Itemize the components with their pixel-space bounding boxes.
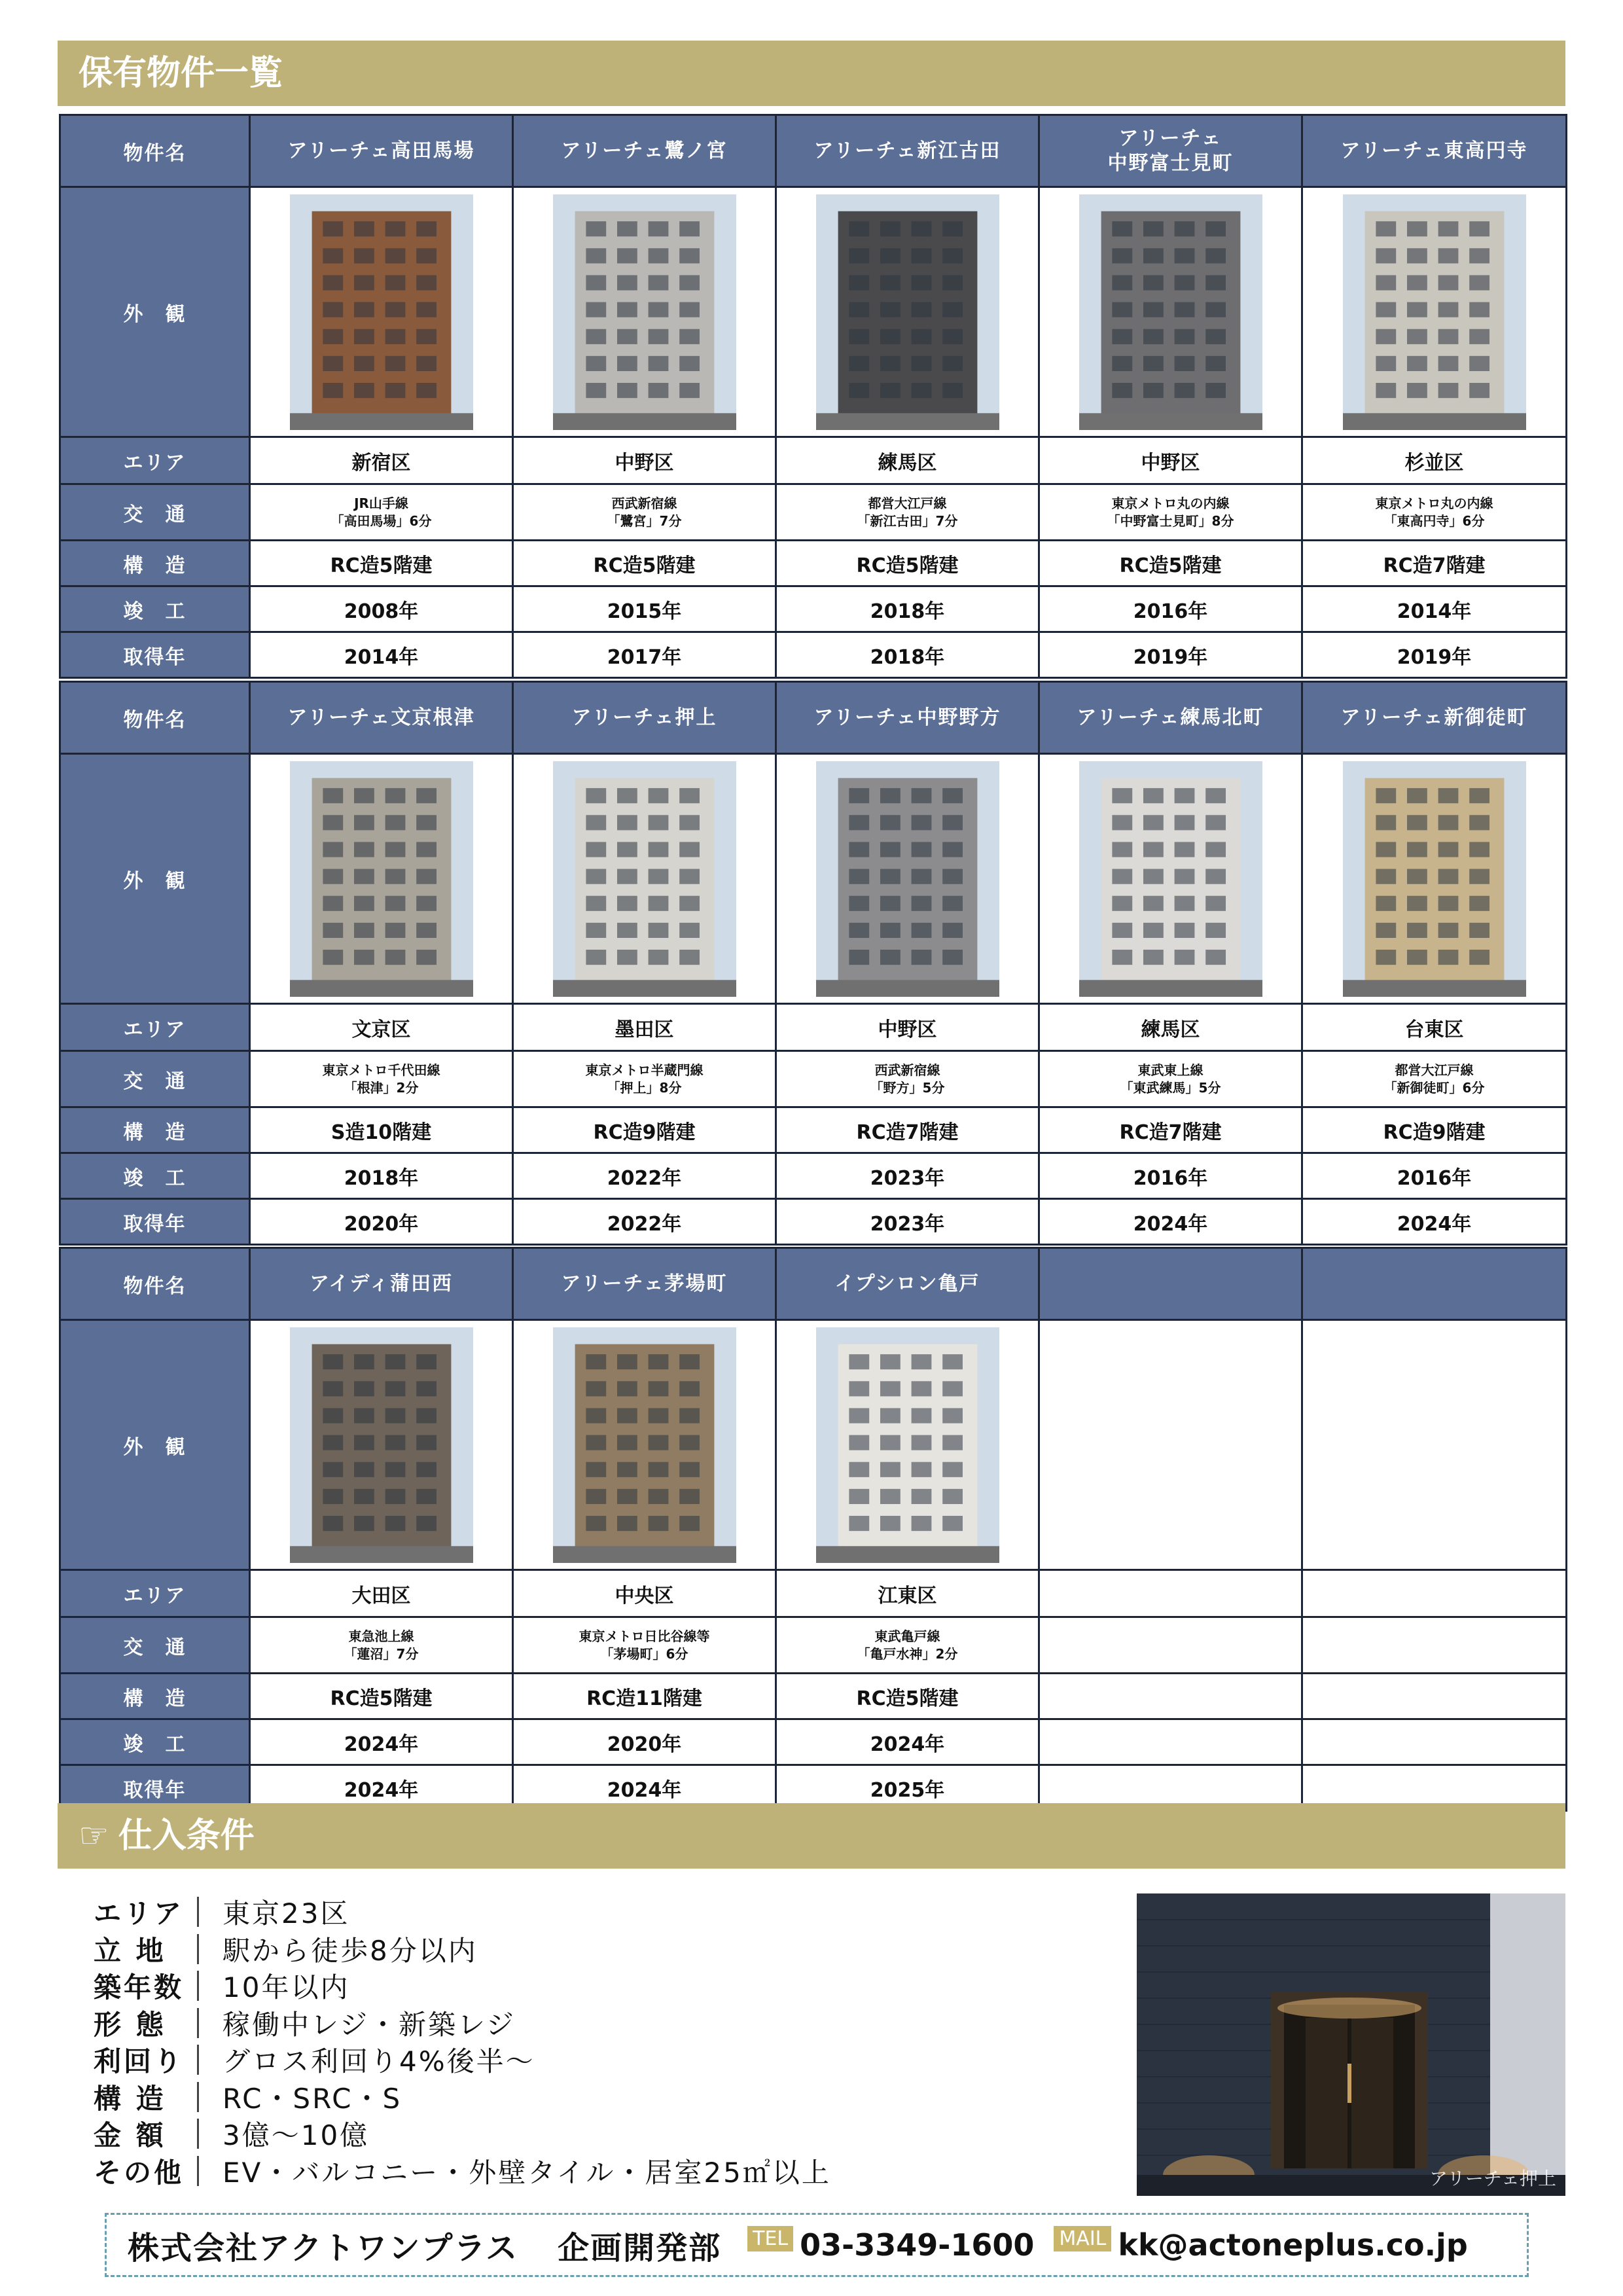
condition-value: 10年以内: [223, 1971, 350, 2004]
property-name: [1302, 1248, 1567, 1320]
condition-row: [94, 1967, 1101, 2005]
property-name-line: アリーチェ茅場町: [561, 1272, 728, 1295]
property-name-line: アイディ蒲田西: [310, 1272, 453, 1295]
property-photo-cell: [513, 1320, 776, 1570]
property-area: 新宿区: [250, 437, 513, 484]
property-acquired: 2024年: [1039, 1199, 1302, 1245]
section-title: 仕入条件: [118, 1816, 255, 1856]
row-label-exterior: 外 観: [60, 1320, 250, 1570]
access-line: 「蓮沼」7分: [344, 1645, 419, 1662]
property-table: [59, 1247, 1567, 1812]
building-photo: [290, 194, 473, 430]
property-completion: 2022年: [513, 1153, 776, 1199]
row-area: [60, 437, 1567, 484]
property-area: [1302, 1570, 1567, 1617]
property-area: 練馬区: [776, 437, 1039, 484]
property-completion: 2024年: [776, 1719, 1039, 1765]
property-acquired: 2017年: [513, 632, 776, 678]
access-line: 「東武練馬」5分: [1120, 1079, 1221, 1096]
property-structure: RC造9階建: [513, 1107, 776, 1153]
property-photo-cell: [513, 187, 776, 437]
row-label-acquired: 取得年: [60, 632, 250, 678]
row-acquired: [60, 1199, 1567, 1245]
property-access: [250, 484, 513, 541]
property-acquired: 2019年: [1302, 632, 1567, 678]
property-access: [776, 1051, 1039, 1107]
property-structure: RC造5階建: [776, 541, 1039, 586]
condition-value: RC・SRC・S: [223, 2082, 402, 2115]
condition-value: 3億～10億: [223, 2119, 370, 2152]
property-area: 杉並区: [1302, 437, 1567, 484]
property-photo-cell: [1302, 1320, 1567, 1570]
condition-label: 立 地: [94, 1934, 166, 1967]
row-label-name: 物件名: [60, 682, 250, 754]
condition-row: [94, 2041, 1101, 2079]
property-photo-cell: [1039, 187, 1302, 437]
row-structure: [60, 1674, 1567, 1719]
property-area: [1039, 1570, 1302, 1617]
property-name: [776, 682, 1039, 754]
property-name-line: アリーチェ押上: [571, 706, 717, 729]
condition-row: [94, 1931, 1101, 1968]
condition-row: [94, 1893, 1101, 1931]
property-area: 中野区: [513, 437, 776, 484]
row-access: [60, 1617, 1567, 1674]
property-acquired: 2020年: [250, 1199, 513, 1245]
condition-label: 利回り: [94, 2045, 185, 2078]
row-label-exterior: 外 観: [60, 754, 250, 1004]
access-line: 「鷺宮」7分: [607, 512, 682, 529]
row-exterior: [60, 754, 1567, 1004]
building-photo: [1343, 194, 1526, 430]
property-structure: RC造9階建: [1302, 1107, 1567, 1153]
property-name: [1302, 682, 1567, 754]
access-line: 「中野富士見町」8分: [1107, 512, 1234, 529]
row-area: [60, 1004, 1567, 1051]
section-header-holdings: [58, 41, 1565, 106]
property-area: 台東区: [1302, 1004, 1567, 1051]
condition-label: エリア: [94, 1897, 185, 1930]
row-completion: [60, 586, 1567, 632]
condition-divider: [197, 1897, 199, 1927]
condition-row: [94, 2079, 1101, 2116]
property-access: [1302, 484, 1567, 541]
property-photo-cell: [513, 754, 776, 1004]
property-access: [1039, 484, 1302, 541]
property-acquired: 2025年: [776, 1765, 1039, 1811]
row-label-access: 交 通: [60, 484, 250, 541]
property-access: [250, 1051, 513, 1107]
row-name: [60, 115, 1567, 187]
property-photo-cell: [1039, 1320, 1302, 1570]
property-completion: 2016年: [1039, 1153, 1302, 1199]
access-line: 「新御徒町」6分: [1383, 1079, 1485, 1096]
property-structure: [1039, 1674, 1302, 1719]
property-name: [250, 1248, 513, 1320]
condition-divider: [197, 2082, 199, 2112]
condition-divider: [197, 2156, 199, 2186]
property-completion: 2016年: [1039, 586, 1302, 632]
access-line: 東武東上線: [1137, 1062, 1204, 1078]
row-label-name: 物件名: [60, 115, 250, 187]
property-acquired: 2022年: [513, 1199, 776, 1245]
condition-label: その他: [94, 2156, 185, 2189]
property-structure: RC造5階建: [513, 541, 776, 586]
property-name: [776, 115, 1039, 187]
property-completion: 2024年: [250, 1719, 513, 1765]
property-table: [59, 681, 1567, 1246]
property-acquired: 2014年: [250, 632, 513, 678]
access-line: 都営大江戸線: [1395, 1062, 1474, 1078]
property-acquired: 2019年: [1039, 632, 1302, 678]
access-line: 都営大江戸線: [868, 495, 947, 511]
property-area: 練馬区: [1039, 1004, 1302, 1051]
row-exterior: [60, 187, 1567, 437]
property-name: [513, 1248, 776, 1320]
row-label-structure: 構 造: [60, 1107, 250, 1153]
property-completion: 2015年: [513, 586, 776, 632]
property-access: [1039, 1617, 1302, 1674]
property-access: [776, 484, 1039, 541]
row-exterior: [60, 1320, 1567, 1570]
property-access: [513, 1051, 776, 1107]
property-access: [1302, 1617, 1567, 1674]
row-label-structure: 構 造: [60, 541, 250, 586]
access-line: 東京メトロ日比谷線等: [579, 1628, 710, 1644]
access-line: 東武亀戸線: [874, 1628, 940, 1644]
row-label-completion: 竣 工: [60, 1719, 250, 1765]
property-name: [1302, 115, 1567, 187]
property-structure: RC造7階建: [776, 1107, 1039, 1153]
property-name-line: 中野富士見町: [1107, 151, 1234, 175]
row-completion: [60, 1153, 1567, 1199]
row-label-completion: 竣 工: [60, 1153, 250, 1199]
property-structure: RC造5階建: [1039, 541, 1302, 586]
access-line: 東京メトロ千代田線: [322, 1062, 440, 1078]
building-photo: [1079, 194, 1262, 430]
row-area: [60, 1570, 1567, 1617]
condition-value: 稼働中レジ・新築レジ: [223, 2008, 516, 2041]
row-label-area: エリア: [60, 1570, 250, 1617]
building-photo: [290, 761, 473, 997]
row-completion: [60, 1719, 1567, 1765]
row-label-acquired: 取得年: [60, 1199, 250, 1245]
property-name: [250, 682, 513, 754]
access-line: 「高田馬場」6分: [330, 512, 432, 529]
row-structure: [60, 541, 1567, 586]
building-photo: [816, 1327, 999, 1563]
condition-value: EV・バルコニー・外壁タイル・居室25㎡以上: [223, 2156, 831, 2189]
access-line: 「東高円寺」6分: [1383, 512, 1485, 529]
property-name-line: アリーチェ高田馬場: [287, 139, 475, 162]
condition-label: 形 態: [94, 2008, 166, 2041]
property-completion: 2023年: [776, 1153, 1039, 1199]
property-acquired: 2024年: [1302, 1199, 1567, 1245]
property-acquired: 2023年: [776, 1199, 1039, 1245]
property-name: [1039, 682, 1302, 754]
property-name: [1039, 1248, 1302, 1320]
section-header-conditions: [58, 1803, 1565, 1869]
row-acquired: [60, 632, 1567, 678]
access-line: 東京メトロ丸の内線: [1111, 495, 1230, 511]
property-name-line: アリーチェ東高円寺: [1340, 139, 1528, 162]
property-photo-cell: [1039, 754, 1302, 1004]
row-label-acquired: 取得年: [60, 1765, 250, 1811]
property-photo-cell: [776, 1320, 1039, 1570]
row-label-name: 物件名: [60, 1248, 250, 1320]
property-access: [513, 484, 776, 541]
condition-divider: [197, 2008, 199, 2038]
row-name: [60, 1248, 1567, 1320]
property-name: [1039, 115, 1302, 187]
row-name: [60, 682, 1567, 754]
property-completion: 2020年: [513, 1719, 776, 1765]
property-name-line: アリーチェ新御徒町: [1340, 706, 1528, 729]
row-label-access: 交 通: [60, 1051, 250, 1107]
row-label-structure: 構 造: [60, 1674, 250, 1719]
access-line: 東京メトロ半蔵門線: [585, 1062, 704, 1078]
property-completion: [1039, 1719, 1302, 1765]
condition-label: 構 造: [94, 2082, 166, 2115]
property-name-line: アリーチェ中野野方: [813, 706, 1001, 729]
contact-footer: [105, 2213, 1529, 2277]
property-access: [776, 1617, 1039, 1674]
property-structure: S造10階建: [250, 1107, 513, 1153]
condition-row: [94, 2005, 1101, 2042]
property-area: 中央区: [513, 1570, 776, 1617]
property-area: 江東区: [776, 1570, 1039, 1617]
property-access: [513, 1617, 776, 1674]
building-photo: [290, 1327, 473, 1563]
building-photo: [1079, 761, 1262, 997]
property-name-line: アリーチェ新江古田: [813, 139, 1001, 162]
property-completion: 2016年: [1302, 1153, 1567, 1199]
property-area: 大田区: [250, 1570, 513, 1617]
building-photo: [1343, 761, 1526, 997]
access-line: 「亀戸水神」2分: [857, 1645, 958, 1662]
property-area: 中野区: [776, 1004, 1039, 1051]
property-structure: RC造7階建: [1039, 1107, 1302, 1153]
property-area: 中野区: [1039, 437, 1302, 484]
pointing-hand-icon: ☞: [79, 1816, 109, 1856]
row-access: [60, 1051, 1567, 1107]
tel-badge: TEL: [747, 2226, 793, 2251]
property-access: [250, 1617, 513, 1674]
department-name: 企画開発部: [558, 2229, 722, 2267]
condition-row: [94, 2153, 1101, 2190]
entrance-photo: [1137, 1893, 1565, 2196]
access-line: 西武新宿線: [611, 495, 677, 511]
property-name-line: イプシロン亀戸: [834, 1272, 980, 1295]
condition-divider: [197, 1934, 199, 1964]
row-label-access: 交 通: [60, 1617, 250, 1674]
property-structure: RC造7階建: [1302, 541, 1567, 586]
condition-value: グロス利回り4%後半～: [223, 2045, 535, 2078]
property-name: [513, 682, 776, 754]
condition-row: [94, 2115, 1101, 2153]
building-photo: [553, 194, 736, 430]
property-name-line: アリーチェ: [1118, 126, 1222, 150]
property-area: 文京区: [250, 1004, 513, 1051]
condition-divider: [197, 2045, 199, 2075]
property-photo-cell: [1302, 754, 1567, 1004]
row-label-completion: 竣 工: [60, 586, 250, 632]
property-completion: [1302, 1719, 1567, 1765]
row-label-area: エリア: [60, 437, 250, 484]
property-photo-cell: [776, 187, 1039, 437]
row-label-area: エリア: [60, 1004, 250, 1051]
property-photo-cell: [250, 754, 513, 1004]
phone-number[interactable]: 03-3349-1600: [800, 2227, 1035, 2263]
property-area: 墨田区: [513, 1004, 776, 1051]
property-structure: RC造11階建: [513, 1674, 776, 1719]
entrance-caption: アリーチェ押上: [1429, 2168, 1556, 2189]
property-completion: 2014年: [1302, 586, 1567, 632]
property-photo-cell: [1302, 187, 1567, 437]
property-acquired: 2024年: [250, 1765, 513, 1811]
property-completion: 2008年: [250, 586, 513, 632]
building-photo: [553, 1327, 736, 1563]
property-name: [513, 115, 776, 187]
property-structure: [1302, 1674, 1567, 1719]
condition-value: 駅から徒歩8分以内: [223, 1934, 478, 1967]
property-access: [1039, 1051, 1302, 1107]
purchase-conditions: [94, 1893, 1101, 2189]
property-photo-cell: [776, 754, 1039, 1004]
property-name: [776, 1248, 1039, 1320]
access-line: 「新江古田」7分: [857, 512, 958, 529]
row-structure: [60, 1107, 1567, 1153]
property-completion: 2018年: [250, 1153, 513, 1199]
access-line: 東急池上線: [348, 1628, 414, 1644]
access-line: 「茅場町」6分: [600, 1645, 688, 1662]
access-line: 「根津」2分: [344, 1079, 419, 1096]
access-line: 西武新宿線: [874, 1062, 940, 1078]
building-photo: [816, 194, 999, 430]
access-line: JR山手線: [354, 495, 408, 511]
condition-label: 築年数: [94, 1971, 185, 2004]
property-table: [59, 114, 1567, 679]
section-title: 保有物件一覧: [79, 54, 283, 93]
property-name: [250, 115, 513, 187]
email-address[interactable]: kk@actoneplus.co.jp: [1118, 2227, 1468, 2263]
property-name-line: アリーチェ文京根津: [287, 706, 475, 729]
access-line: 東京メトロ丸の内線: [1375, 495, 1493, 511]
condition-divider: [197, 2119, 199, 2149]
property-structure: RC造5階建: [776, 1674, 1039, 1719]
property-structure: RC造5階建: [250, 541, 513, 586]
row-access: [60, 484, 1567, 541]
access-line: 「野方」5分: [870, 1079, 945, 1096]
property-name-line: アリーチェ練馬北町: [1077, 706, 1264, 729]
company-name: 株式会社アクトワンプラス: [128, 2229, 519, 2267]
condition-label: 金 額: [94, 2119, 166, 2152]
property-structure: RC造5階建: [250, 1674, 513, 1719]
row-label-exterior: 外 観: [60, 187, 250, 437]
property-photo-cell: [250, 1320, 513, 1570]
property-name-line: アリーチェ鷺ノ宮: [561, 139, 728, 162]
building-photo: [816, 761, 999, 997]
condition-value: 東京23区: [223, 1897, 350, 1930]
property-acquired: 2024年: [513, 1765, 776, 1811]
access-line: 「押上」8分: [607, 1079, 682, 1096]
property-acquired: 2018年: [776, 632, 1039, 678]
property-completion: 2018年: [776, 586, 1039, 632]
property-access: [1302, 1051, 1567, 1107]
building-photo: [553, 761, 736, 997]
mail-badge: MAIL: [1054, 2226, 1111, 2251]
condition-divider: [197, 1971, 199, 2001]
property-photo-cell: [250, 187, 513, 437]
